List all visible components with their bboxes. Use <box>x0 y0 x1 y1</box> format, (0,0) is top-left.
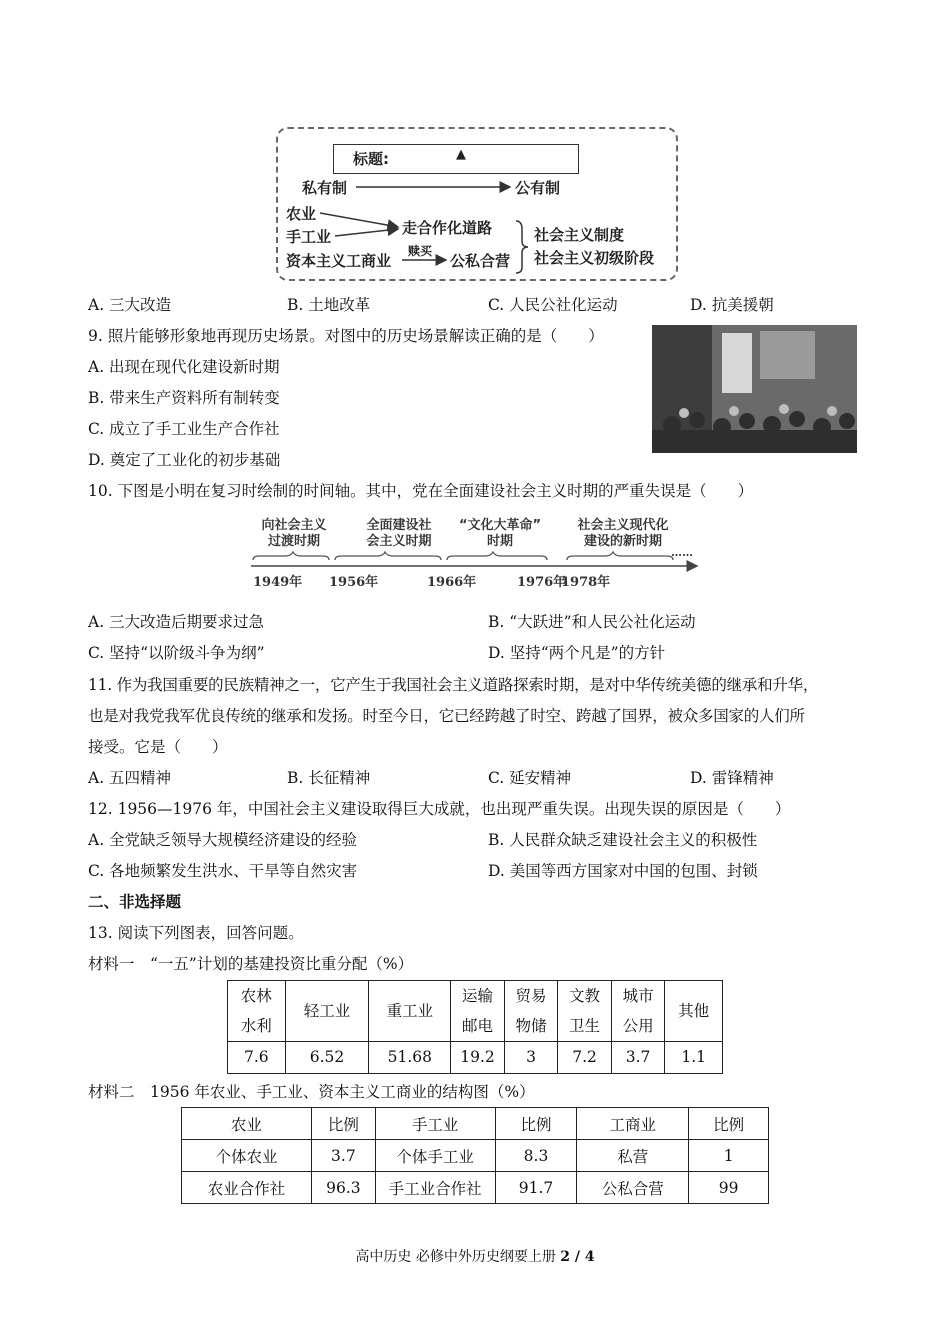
triangle-icon: ▲ <box>456 147 466 162</box>
table-cell: 3 <box>504 1042 558 1074</box>
table-header-cell: 手工业 <box>375 1108 495 1140</box>
timeline-period-1: 向社会主义 过渡时期 <box>261 518 327 549</box>
table-structure <box>181 1107 769 1204</box>
q11-option-b[interactable]: B. 长征精神 <box>287 769 371 787</box>
table-header-cell: 农业 <box>182 1108 312 1140</box>
timeline-year-1956: 1956年 <box>329 575 379 590</box>
timeline-year-1966: 1966年 <box>427 575 477 590</box>
table-cell: 1 <box>689 1140 769 1172</box>
table-row <box>182 1140 769 1172</box>
q12-stem: 12. 1956—1976 年，中国社会主义建设取得巨大成就，也出现严重失误。出现失误的原因是（ ） <box>88 800 791 818</box>
table-cell: 8.3 <box>495 1140 577 1172</box>
table-header-cell: 比例 <box>312 1108 376 1140</box>
table-header-cell: 农林 水利 <box>228 981 286 1042</box>
table-investment <box>227 980 723 1074</box>
table-cell: 99 <box>689 1172 769 1204</box>
table-cell: 公私合营 <box>577 1172 689 1204</box>
diagram-handicraft: 手工业 <box>286 228 332 246</box>
diagram-capitalist: 资本主义工商业 <box>286 252 392 270</box>
q12-option-d[interactable]: D. 美国等西方国家对中国的包围、封锁 <box>488 862 758 880</box>
table-row <box>228 981 723 1042</box>
q10-option-d[interactable]: D. 坚持“两个凡是”的方针 <box>488 644 666 662</box>
timeline-period-4: 社会主义现代化 建设的新时期 <box>577 518 669 549</box>
table-header-cell: 比例 <box>689 1108 769 1140</box>
diagram-redeem: 赎买 <box>408 244 433 258</box>
diagram-stage: 社会主义初级阶段 <box>534 249 655 267</box>
table-header-cell: 贸易 物储 <box>504 981 558 1042</box>
q11-option-a[interactable]: A. 五四精神 <box>88 769 172 787</box>
q9-option-a[interactable]: A. 出现在现代化建设新时期 <box>88 358 280 376</box>
table-row <box>228 1042 723 1074</box>
q12-option-a[interactable]: A. 全党缺乏领导大规模经济建设的经验 <box>88 831 358 849</box>
table-header-cell: 其他 <box>665 981 723 1042</box>
footer-text: 高中历史 必修中外历史纲要上册 <box>355 1249 561 1265</box>
table-cell: 3.7 <box>312 1140 376 1172</box>
q10-stem: 10. 下图是小明在复习时绘制的时间轴。其中，党在全面建设社会主义时期的严重失误是（ ） <box>88 482 754 500</box>
q8-option-b[interactable]: B. 土地改革 <box>287 296 371 314</box>
timeline-year-1976: 1976年 <box>517 575 567 590</box>
q8-option-a[interactable]: A. 三大改造 <box>88 296 172 314</box>
q10-option-c[interactable]: C. 坚持“以阶级斗争为纲” <box>88 644 265 662</box>
historical-photo <box>652 325 857 453</box>
timeline-ellipsis: …… <box>671 546 693 559</box>
table-row <box>182 1108 769 1140</box>
q11-stem-line-3: 接受。它是（ ） <box>88 738 228 756</box>
page-footer <box>0 1246 950 1266</box>
section-heading: 二、非选择题 <box>88 892 182 911</box>
table-cell: 农业合作社 <box>182 1172 312 1204</box>
table-header-cell: 轻工业 <box>285 981 369 1042</box>
q10-option-a[interactable]: A. 三大改造后期要求过急 <box>88 613 265 631</box>
table-cell: 19.2 <box>451 1042 505 1074</box>
q9-option-b[interactable]: B. 带来生产资料所有制转变 <box>88 389 280 407</box>
q8-diagram <box>276 127 678 281</box>
q12-option-c[interactable]: C. 各地频繁发生洪水、干旱等自然灾害 <box>88 862 358 880</box>
diagram-title-label: 标题: <box>353 150 389 168</box>
q9-option-d[interactable]: D. 奠定了工业化的初步基础 <box>88 451 281 469</box>
q9-stem: 9. 照片能够形象地再现历史场景。对图中的历史场景解读正确的是（ ） <box>88 327 604 345</box>
material2-title: 材料二 1956 年农业、手工业、资本主义工商业的结构图（%） <box>88 1083 535 1101</box>
timeline-year-1978: 1978年 <box>561 575 611 590</box>
q11-stem-line-1: 11. 作为我国重要的民族精神之一，它产生于我国社会主义道路探索时期，是对中华传统美德的继承和升华， <box>88 676 819 694</box>
table-cell: 51.68 <box>369 1042 451 1074</box>
q9-option-c[interactable]: C. 成立了手工业生产合作社 <box>88 420 280 438</box>
timeline-year-1949: 1949年 <box>253 575 303 590</box>
q11-option-c[interactable]: C. 延安精神 <box>488 769 572 787</box>
table-cell: 个体手工业 <box>375 1140 495 1172</box>
q12-option-b[interactable]: B. 人民群众缺乏建设社会主义的积极性 <box>488 831 758 849</box>
table-cell: 6.52 <box>285 1042 369 1074</box>
q11-option-d[interactable]: D. 雷锋精神 <box>690 769 774 787</box>
timeline-period-2: 全面建设社 会主义时期 <box>366 518 432 549</box>
table-header-cell: 重工业 <box>369 981 451 1042</box>
table-header-cell: 城市 公用 <box>611 981 665 1042</box>
table-header-cell: 比例 <box>495 1108 577 1140</box>
table-cell: 个体农业 <box>182 1140 312 1172</box>
table-row <box>182 1172 769 1204</box>
table-cell: 3.7 <box>611 1042 665 1074</box>
table-header-cell: 运输 邮电 <box>451 981 505 1042</box>
table-header-cell: 工商业 <box>577 1108 689 1140</box>
crowd-photo-image <box>652 325 857 453</box>
table-header-cell: 文教 卫生 <box>558 981 612 1042</box>
q10-option-b[interactable]: B. “大跃进”和人民公社化运动 <box>488 613 696 631</box>
material1-title: 材料一 “一五”计划的基建投资比重分配（%） <box>88 955 414 973</box>
table-cell: 96.3 <box>312 1172 376 1204</box>
table-cell: 7.6 <box>228 1042 286 1074</box>
diagram-joint: 公私合营 <box>450 252 511 270</box>
timeline-period-3: “文化大革命” 时期 <box>458 518 542 549</box>
table-cell: 7.2 <box>558 1042 612 1074</box>
page-number: 2 / 4 <box>560 1249 595 1265</box>
diagram-private: 私有制 <box>302 179 348 197</box>
table-cell: 手工业合作社 <box>375 1172 495 1204</box>
q8-option-d[interactable]: D. 抗美援朝 <box>690 296 774 314</box>
diagram-cooperative: 走合作化道路 <box>402 219 493 237</box>
diagram-agriculture: 农业 <box>286 205 317 223</box>
q8-option-c[interactable]: C. 人民公社化运动 <box>488 296 618 314</box>
q11-stem-line-2: 也是对我党我军优良传统的继承和发扬。时至今日，它已经跨越了时空、跨越了国界，被众多国家的人们所 <box>88 707 805 725</box>
table-cell: 私营 <box>577 1140 689 1172</box>
q10-timeline <box>245 516 701 592</box>
table-cell: 1.1 <box>665 1042 723 1074</box>
table-cell: 91.7 <box>495 1172 577 1204</box>
diagram-system: 社会主义制度 <box>534 226 625 244</box>
q13-stem: 13. 阅读下列图表，回答问题。 <box>88 924 304 942</box>
diagram-public: 公有制 <box>515 179 561 197</box>
